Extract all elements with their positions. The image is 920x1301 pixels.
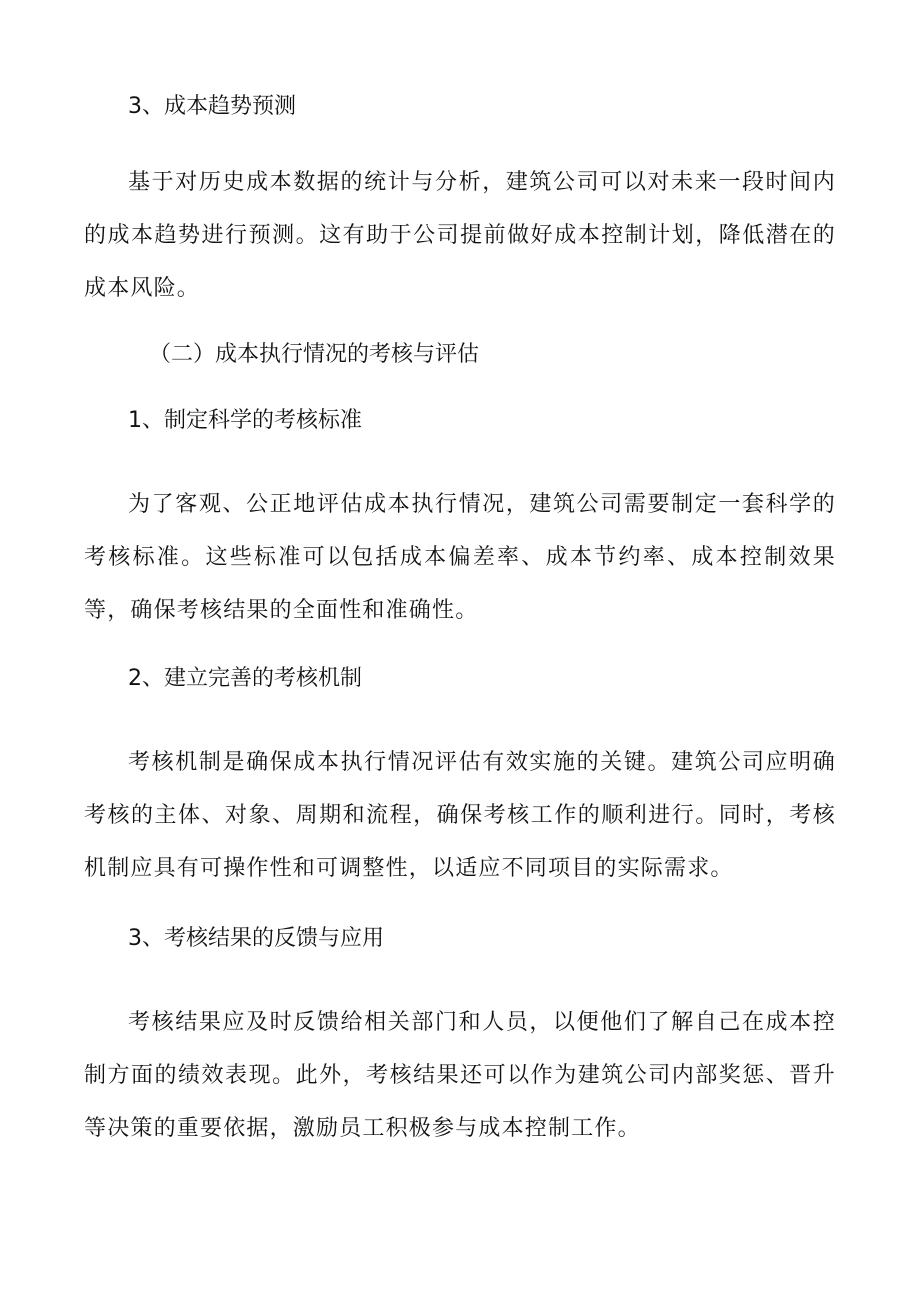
paragraph-cost-trend-forecast: 基于对历史成本数据的统计与分析，建筑公司可以对未来一段时间内的成本趋势进行预测。这有助于公司提前做好成本控制计划，降低潜在的成本风险。 [84, 170, 836, 301]
section-heading-cost-execution-assessment: （二）成本执行情况的考核与评估 [149, 342, 480, 367]
heading-assessment-standards: 1、制定科学的考核标准 [128, 408, 362, 433]
paragraph-assessment-standards: 为了客观、公正地评估成本执行情况，建筑公司需要制定一套科学的考核标准。这些标准可以包括成本偏差率、成本节约率、成本控制效果等，确保考核结果的全面性和准确性。 [84, 492, 836, 623]
heading-cost-trend-forecast: 3、成本趋势预测 [128, 94, 296, 119]
heading-assessment-mechanism: 2、建立完善的考核机制 [128, 666, 362, 691]
paragraph-assessment-mechanism: 考核机制是确保成本执行情况评估有效实施的关键。建筑公司应明确考核的主体、对象、周期和流程，确保考核工作的顺利进行。同时，考核机制应具有可操作性和可调整性，以适应不同项目的实际需求。 [84, 750, 836, 881]
heading-result-feedback: 3、考核结果的反馈与应用 [128, 926, 384, 951]
paragraph-result-feedback: 考核结果应及时反馈给相关部门和人员，以便他们了解自己在成本控制方面的绩效表现。此外，考核结果还可以作为建筑公司内部奖惩、晋升等决策的重要依据，激励员工积极参与成本控制工作。 [84, 1010, 836, 1141]
